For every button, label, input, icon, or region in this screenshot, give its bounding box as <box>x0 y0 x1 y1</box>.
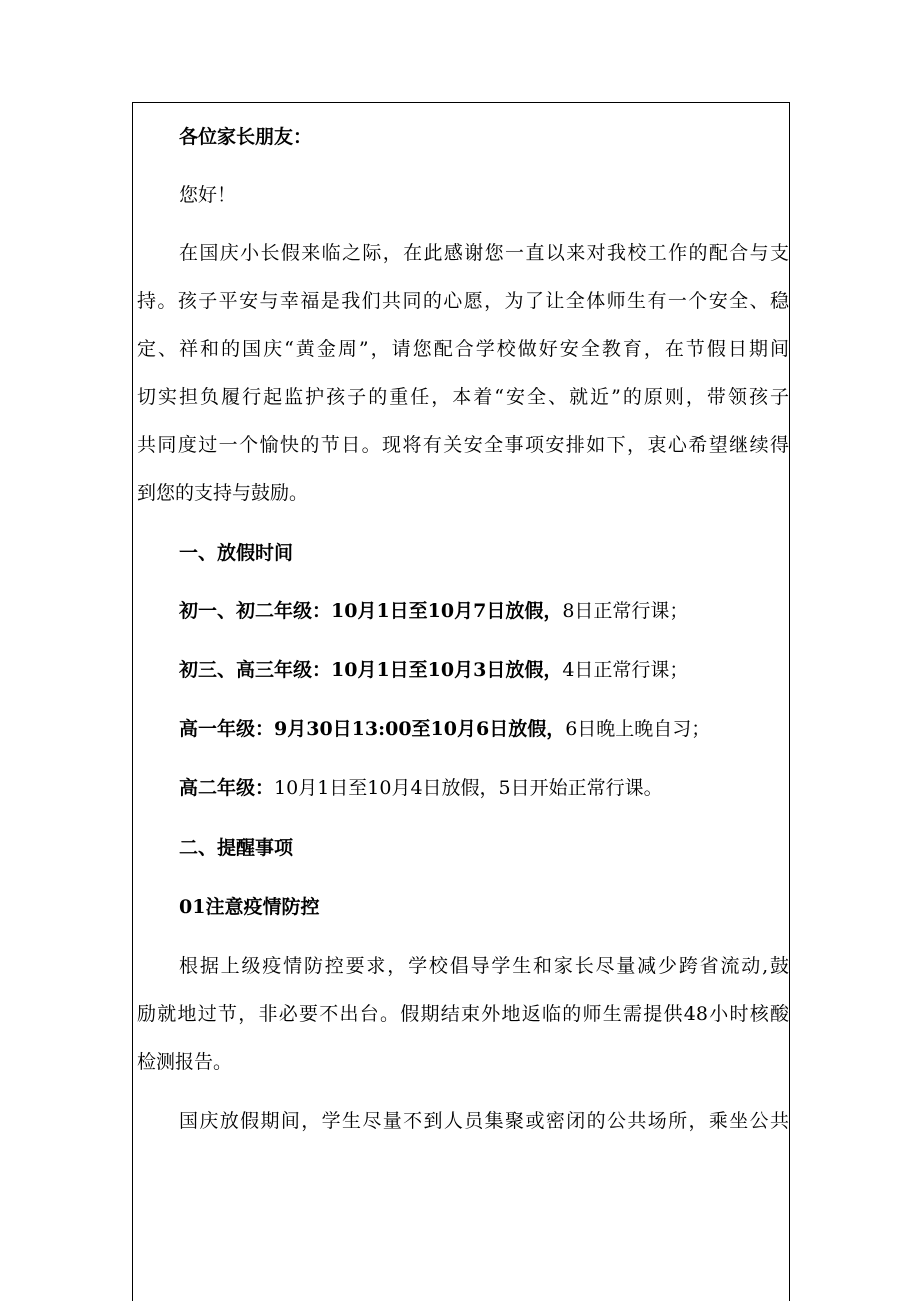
schedule-item-1-bold: 初一、初二年级：10月1日至10月7日放假， <box>179 600 563 622</box>
document-frame <box>132 102 790 1301</box>
salutation: 各位家长朋友： <box>179 126 313 148</box>
epidemic-line-2: 励就地过节，非必要不出台。假期结束外地返临的师生需提供48小时核酸 <box>137 1003 789 1025</box>
intro-line-3: 定、祥和的国庆“黄金周”，请您配合学校做好安全教育，在节假日期间 <box>137 338 789 360</box>
schedule-item-3-bold: 高一年级：9月30日13:00至10月6日放假， <box>179 718 566 740</box>
schedule-item-1 <box>179 599 688 623</box>
schedule-item-4-normal: 10月1日至10月4日放假，5日开始正常行课。 <box>274 777 663 799</box>
schedule-item-4-bold: 高二年级： <box>179 777 275 799</box>
schedule-item-1-normal: 8日正常行课； <box>562 600 689 622</box>
holiday-line-1: 国庆放假期间，学生尽量不到人员集聚或密闭的公共场所，乘坐公共 <box>179 1110 789 1132</box>
intro-line-6: 到您的支持与鼓励。 <box>137 482 309 504</box>
section2-heading: 二、提醒事项 <box>179 837 294 859</box>
epidemic-line-1: 根据上级疫情防控要求，学校倡导学生和家长尽量减少跨省流动,鼓 <box>179 955 789 977</box>
schedule-item-2-bold: 初三、高三年级：10月1日至10月3日放假， <box>179 659 563 681</box>
section1-heading: 一、放假时间 <box>179 542 294 564</box>
greeting: 您好！ <box>179 184 237 206</box>
subsection1-heading: 01注意疫情防控 <box>179 896 320 918</box>
schedule-item-2-normal: 4日正常行课； <box>562 659 689 681</box>
intro-line-2: 持。孩子平安与幸福是我们共同的心愿，为了让全体师生有一个安全、稳 <box>137 290 789 312</box>
intro-line-4: 切实担负履行起监护孩子的重任，本着“安全、就近”的原则，带领孩子 <box>137 386 789 408</box>
intro-line-5: 共同度过一个愉快的节日。现将有关安全事项安排如下，衷心希望继续得 <box>137 434 789 456</box>
schedule-item-2 <box>179 658 688 682</box>
schedule-item-4 <box>179 776 663 800</box>
schedule-item-3 <box>179 717 710 741</box>
epidemic-line-3: 检测报告。 <box>137 1051 233 1073</box>
intro-line-1: 在国庆小长假来临之际，在此感谢您一直以来对我校工作的配合与支 <box>179 242 789 264</box>
schedule-item-3-normal: 6日晚上晚自习； <box>565 718 711 740</box>
